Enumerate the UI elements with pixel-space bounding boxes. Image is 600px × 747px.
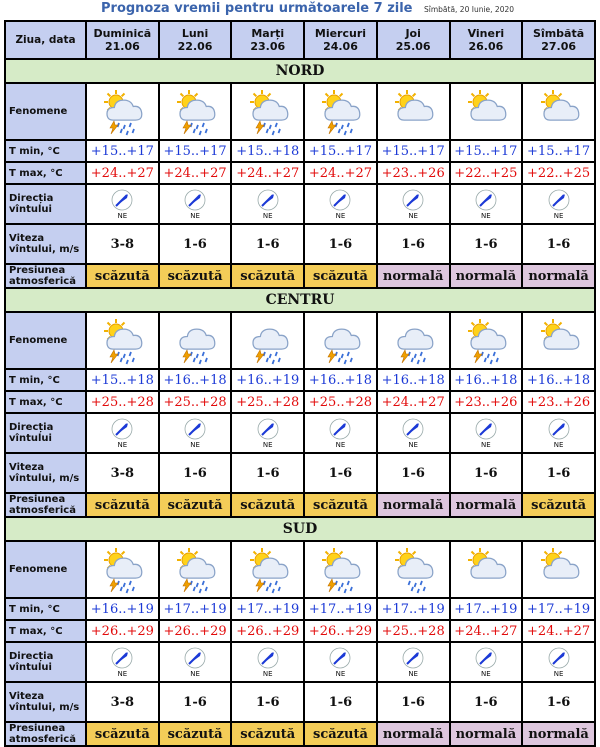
row-label-pressure: Presiunea atmosferică bbox=[6, 265, 85, 287]
day-header bbox=[305, 22, 376, 58]
wind-speed-value: 1-6 bbox=[451, 683, 522, 721]
row-label-wind-speed: Viteza vîntului, m/s bbox=[6, 683, 85, 721]
wind-direction-label: NE bbox=[262, 211, 273, 220]
wind-speed-value: 3-8 bbox=[87, 683, 158, 721]
wind-speed-value: 1-6 bbox=[378, 683, 449, 721]
wind-direction-label: NE bbox=[408, 211, 418, 220]
wind-direction-label: NE bbox=[335, 211, 346, 220]
pressure-value: scăzută bbox=[305, 723, 376, 745]
row-label-wind-direction: Direcția vîntului bbox=[6, 414, 85, 452]
tmax-value: +24..+27 bbox=[305, 163, 376, 183]
wind-speed-value: 3-8 bbox=[87, 454, 158, 492]
tmax-value: +22..+25 bbox=[523, 163, 594, 183]
wind-arrow-icon bbox=[329, 189, 351, 220]
wind-direction-cell bbox=[305, 414, 376, 452]
day-header bbox=[232, 22, 303, 58]
cloud-rain-lightning-icon bbox=[305, 313, 376, 368]
wind-direction-cell bbox=[451, 185, 522, 223]
row-label-wind-direction: Direcția vîntului bbox=[6, 643, 85, 681]
pressure-row bbox=[6, 265, 594, 287]
sun-cloud-icon bbox=[523, 542, 594, 597]
region-name: CENTRU bbox=[6, 289, 594, 311]
wind-direction-label: NE bbox=[190, 669, 200, 678]
wind-arrow-icon bbox=[475, 189, 497, 220]
wind-arrow-icon bbox=[402, 647, 424, 678]
wind-arrow-icon bbox=[184, 647, 206, 678]
wind-arrow-icon bbox=[111, 647, 133, 678]
wind-direction-cell bbox=[160, 414, 231, 452]
wind-speed-value: 1-6 bbox=[523, 225, 594, 263]
wind-direction-cell bbox=[378, 414, 449, 452]
row-label-phenomena: Fenomene bbox=[6, 84, 85, 139]
wind-direction-label: NE bbox=[481, 211, 491, 220]
sun-cloud-rain-lightning-icon bbox=[160, 542, 231, 597]
wind-speed-value: 1-6 bbox=[451, 454, 522, 492]
wind-direction-cell bbox=[232, 643, 303, 681]
wind-direction-cell bbox=[87, 414, 158, 452]
wind-speed-value: 1-6 bbox=[232, 683, 303, 721]
tmax-value: +24..+27 bbox=[451, 621, 522, 641]
page-title: Prognoza vremii pentru următoarele 7 zile bbox=[101, 1, 413, 16]
pressure-value: scăzută bbox=[232, 723, 303, 745]
pressure-value: scăzută bbox=[160, 265, 231, 287]
wind-direction-row bbox=[6, 414, 594, 452]
wind-direction-label: NE bbox=[481, 440, 491, 449]
wind-direction-cell bbox=[305, 643, 376, 681]
wind-speed-value: 1-6 bbox=[378, 454, 449, 492]
wind-speed-value: 3-8 bbox=[87, 225, 158, 263]
row-label-phenomena: Fenomene bbox=[6, 542, 85, 597]
wind-direction-cell bbox=[87, 643, 158, 681]
region-row bbox=[6, 289, 594, 311]
tmax-value: +25..+28 bbox=[305, 392, 376, 412]
tmin-value: +15..+17 bbox=[160, 141, 231, 161]
wind-direction-label: NE bbox=[553, 211, 564, 220]
pressure-value: scăzută bbox=[523, 494, 594, 516]
wind-direction-cell bbox=[232, 185, 303, 223]
wind-arrow-icon bbox=[111, 189, 133, 220]
pressure-value: scăzută bbox=[160, 723, 231, 745]
phenomena-row bbox=[6, 84, 594, 139]
tmax-value: +26..+29 bbox=[232, 621, 303, 641]
wind-direction-cell bbox=[160, 185, 231, 223]
wind-arrow-icon bbox=[548, 189, 570, 220]
region-row bbox=[6, 518, 594, 540]
wind-arrow-icon bbox=[184, 418, 206, 449]
wind-arrow-icon bbox=[257, 647, 279, 678]
wind-arrow-icon bbox=[329, 647, 351, 678]
tmin-value: +15..+17 bbox=[523, 141, 594, 161]
day-date: 25.06 bbox=[395, 40, 431, 53]
corner-label: Ziua, data bbox=[6, 22, 85, 58]
wind-arrow-icon bbox=[111, 418, 133, 449]
tmax-value: +25..+28 bbox=[160, 392, 231, 412]
day-header bbox=[523, 22, 594, 58]
wind-speed-value: 1-6 bbox=[451, 225, 522, 263]
cloud-rain-lightning-icon bbox=[160, 313, 231, 368]
tmax-value: +26..+29 bbox=[305, 621, 376, 641]
day-name: Luni bbox=[181, 27, 209, 40]
wind-arrow-icon bbox=[257, 189, 279, 220]
wind-speed-value: 1-6 bbox=[305, 225, 376, 263]
page-header bbox=[0, 0, 600, 20]
row-label-phenomena: Fenomene bbox=[6, 313, 85, 368]
tmax-row bbox=[6, 163, 594, 183]
sun-cloud-icon bbox=[451, 542, 522, 597]
tmax-value: +25..+28 bbox=[87, 392, 158, 412]
pressure-value: scăzută bbox=[87, 723, 158, 745]
sun-cloud-icon bbox=[378, 84, 449, 139]
wind-direction-label: NE bbox=[408, 669, 418, 678]
tmax-value: +22..+25 bbox=[451, 163, 522, 183]
phenomena-row bbox=[6, 313, 594, 368]
day-name: Duminică bbox=[93, 27, 152, 40]
row-label-tmax: T max, °C bbox=[6, 392, 85, 412]
tmin-value: +17..+19 bbox=[232, 599, 303, 619]
wind-direction-row bbox=[6, 185, 594, 223]
wind-speed-value: 1-6 bbox=[523, 454, 594, 492]
row-label-wind-speed: Viteza vîntului, m/s bbox=[6, 454, 85, 492]
pressure-value: normală bbox=[451, 265, 522, 287]
wind-speed-value: 1-6 bbox=[378, 225, 449, 263]
forecast-date: Sîmbătă, 20 Iunie, 2020 bbox=[424, 5, 515, 14]
pressure-row bbox=[6, 494, 594, 516]
tmin-value: +17..+19 bbox=[523, 599, 594, 619]
wind-direction-cell bbox=[523, 185, 594, 223]
wind-speed-row bbox=[6, 454, 594, 492]
wind-arrow-icon bbox=[475, 418, 497, 449]
wind-direction-cell bbox=[451, 643, 522, 681]
tmin-value: +17..+19 bbox=[305, 599, 376, 619]
tmax-value: +26..+29 bbox=[87, 621, 158, 641]
pressure-value: scăzută bbox=[305, 265, 376, 287]
day-name: Marți bbox=[251, 27, 285, 40]
wind-direction-label: NE bbox=[262, 669, 273, 678]
tmax-value: +24..+27 bbox=[160, 163, 231, 183]
tmin-value: +15..+17 bbox=[305, 141, 376, 161]
row-label-tmin: T min, °C bbox=[6, 370, 85, 390]
wind-arrow-icon bbox=[402, 418, 424, 449]
sun-cloud-rain-lightning-icon bbox=[305, 542, 376, 597]
pressure-value: normală bbox=[523, 723, 594, 745]
wind-speed-value: 1-6 bbox=[160, 683, 231, 721]
wind-direction-label: NE bbox=[553, 440, 564, 449]
region-row bbox=[6, 60, 594, 82]
tmin-value: +16..+18 bbox=[160, 370, 231, 390]
wind-direction-label: NE bbox=[190, 211, 200, 220]
tmax-value: +25..+28 bbox=[378, 621, 449, 641]
day-date: 21.06 bbox=[104, 40, 140, 53]
sun-cloud-rain-lightning-icon bbox=[160, 84, 231, 139]
day-name: Vineri bbox=[467, 27, 505, 40]
tmin-value: +15..+17 bbox=[87, 141, 158, 161]
row-label-tmin: T min, °C bbox=[6, 599, 85, 619]
sun-cloud-rain-lightning-icon bbox=[305, 84, 376, 139]
pressure-value: scăzută bbox=[87, 265, 158, 287]
day-header bbox=[378, 22, 449, 58]
forecast-table bbox=[4, 20, 596, 747]
tmin-row bbox=[6, 599, 594, 619]
tmax-value: +24..+27 bbox=[232, 163, 303, 183]
day-name: Joi bbox=[405, 27, 421, 40]
wind-speed-row bbox=[6, 683, 594, 721]
wind-direction-cell bbox=[378, 643, 449, 681]
tmax-value: +23..+26 bbox=[523, 392, 594, 412]
day-header bbox=[160, 22, 231, 58]
region-name: NORD bbox=[6, 60, 594, 82]
tmin-row bbox=[6, 370, 594, 390]
days-header-row bbox=[6, 22, 594, 58]
tmin-value: +16..+18 bbox=[305, 370, 376, 390]
wind-arrow-icon bbox=[329, 418, 351, 449]
wind-arrow-icon bbox=[184, 189, 206, 220]
pressure-row bbox=[6, 723, 594, 745]
region-name: SUD bbox=[6, 518, 594, 540]
day-header bbox=[87, 22, 158, 58]
day-date: 22.06 bbox=[177, 40, 213, 53]
wind-speed-value: 1-6 bbox=[232, 454, 303, 492]
wind-arrow-icon bbox=[475, 647, 497, 678]
wind-direction-label: NE bbox=[117, 669, 128, 678]
tmax-row bbox=[6, 392, 594, 412]
wind-direction-label: NE bbox=[117, 440, 128, 449]
day-header bbox=[451, 22, 522, 58]
row-label-wind-direction: Direcția vîntului bbox=[6, 185, 85, 223]
sun-cloud-rain-icon bbox=[378, 542, 449, 597]
pressure-value: scăzută bbox=[232, 494, 303, 516]
day-name: Miercuri bbox=[314, 27, 367, 40]
tmax-value: +23..+26 bbox=[451, 392, 522, 412]
row-label-pressure: Presiunea atmosferică bbox=[6, 723, 85, 745]
tmax-value: +25..+28 bbox=[232, 392, 303, 412]
pressure-value: normală bbox=[378, 265, 449, 287]
tmax-value: +24..+27 bbox=[378, 392, 449, 412]
wind-speed-value: 1-6 bbox=[160, 225, 231, 263]
cloud-rain-lightning-icon bbox=[232, 313, 303, 368]
wind-direction-cell bbox=[523, 643, 594, 681]
pressure-value: normală bbox=[451, 494, 522, 516]
tmin-value: +17..+19 bbox=[451, 599, 522, 619]
pressure-value: normală bbox=[451, 723, 522, 745]
wind-direction-label: NE bbox=[408, 440, 418, 449]
tmax-row bbox=[6, 621, 594, 641]
tmin-value: +16..+19 bbox=[87, 599, 158, 619]
tmin-value: +16..+18 bbox=[451, 370, 522, 390]
wind-direction-label: NE bbox=[481, 669, 491, 678]
day-name: Sîmbătă bbox=[533, 27, 585, 40]
row-label-tmin: T min, °C bbox=[6, 141, 85, 161]
tmax-value: +23..+26 bbox=[378, 163, 449, 183]
pressure-value: normală bbox=[523, 265, 594, 287]
tmin-value: +16..+18 bbox=[378, 370, 449, 390]
cloud-rain-lightning-icon bbox=[378, 313, 449, 368]
wind-direction-cell bbox=[87, 185, 158, 223]
tmin-value: +15..+18 bbox=[87, 370, 158, 390]
pressure-value: normală bbox=[378, 723, 449, 745]
day-date: 27.06 bbox=[541, 40, 576, 53]
tmax-value: +24..+27 bbox=[523, 621, 594, 641]
tmin-value: +16..+18 bbox=[523, 370, 594, 390]
wind-direction-label: NE bbox=[262, 440, 273, 449]
sun-cloud-icon bbox=[523, 313, 594, 368]
wind-direction-label: NE bbox=[335, 669, 346, 678]
tmin-value: +15..+18 bbox=[232, 141, 303, 161]
wind-speed-value: 1-6 bbox=[160, 454, 231, 492]
pressure-value: scăzută bbox=[232, 265, 303, 287]
tmax-value: +24..+27 bbox=[87, 163, 158, 183]
tmax-value: +26..+29 bbox=[160, 621, 231, 641]
wind-direction-cell bbox=[160, 643, 231, 681]
pressure-value: normală bbox=[378, 494, 449, 516]
sun-cloud-rain-lightning-icon bbox=[87, 313, 158, 368]
tmin-value: +16..+19 bbox=[232, 370, 303, 390]
wind-direction-cell bbox=[305, 185, 376, 223]
sun-cloud-rain-lightning-icon bbox=[232, 84, 303, 139]
wind-speed-value: 1-6 bbox=[305, 683, 376, 721]
row-label-tmax: T max, °C bbox=[6, 621, 85, 641]
row-label-wind-speed: Viteza vîntului, m/s bbox=[6, 225, 85, 263]
phenomena-row bbox=[6, 542, 594, 597]
wind-direction-label: NE bbox=[117, 211, 128, 220]
wind-direction-cell bbox=[378, 185, 449, 223]
row-label-tmax: T max, °C bbox=[6, 163, 85, 183]
wind-arrow-icon bbox=[548, 418, 570, 449]
wind-direction-label: NE bbox=[553, 669, 564, 678]
sun-cloud-rain-lightning-icon bbox=[232, 542, 303, 597]
wind-arrow-icon bbox=[402, 189, 424, 220]
sun-cloud-icon bbox=[451, 84, 522, 139]
day-date: 24.06 bbox=[323, 40, 358, 53]
pressure-value: scăzută bbox=[160, 494, 231, 516]
row-label-pressure: Presiunea atmosferică bbox=[6, 494, 85, 516]
wind-arrow-icon bbox=[257, 418, 279, 449]
tmin-value: +17..+19 bbox=[160, 599, 231, 619]
wind-speed-value: 1-6 bbox=[523, 683, 594, 721]
day-date: 26.06 bbox=[468, 40, 504, 53]
pressure-value: scăzută bbox=[305, 494, 376, 516]
sun-cloud-rain-lightning-icon bbox=[87, 542, 158, 597]
tmin-value: +17..+19 bbox=[378, 599, 449, 619]
wind-speed-row bbox=[6, 225, 594, 263]
sun-cloud-rain-lightning-icon bbox=[451, 313, 522, 368]
wind-direction-cell bbox=[451, 414, 522, 452]
wind-direction-row bbox=[6, 643, 594, 681]
wind-speed-value: 1-6 bbox=[305, 454, 376, 492]
wind-arrow-icon bbox=[548, 647, 570, 678]
sun-cloud-icon bbox=[523, 84, 594, 139]
day-date: 23.06 bbox=[250, 40, 286, 53]
tmin-value: +15..+17 bbox=[451, 141, 522, 161]
wind-speed-value: 1-6 bbox=[232, 225, 303, 263]
pressure-value: scăzută bbox=[87, 494, 158, 516]
wind-direction-label: NE bbox=[335, 440, 346, 449]
wind-direction-cell bbox=[232, 414, 303, 452]
tmin-row bbox=[6, 141, 594, 161]
sun-cloud-rain-lightning-icon bbox=[87, 84, 158, 139]
wind-direction-cell bbox=[523, 414, 594, 452]
tmin-value: +15..+17 bbox=[378, 141, 449, 161]
wind-direction-label: NE bbox=[190, 440, 200, 449]
